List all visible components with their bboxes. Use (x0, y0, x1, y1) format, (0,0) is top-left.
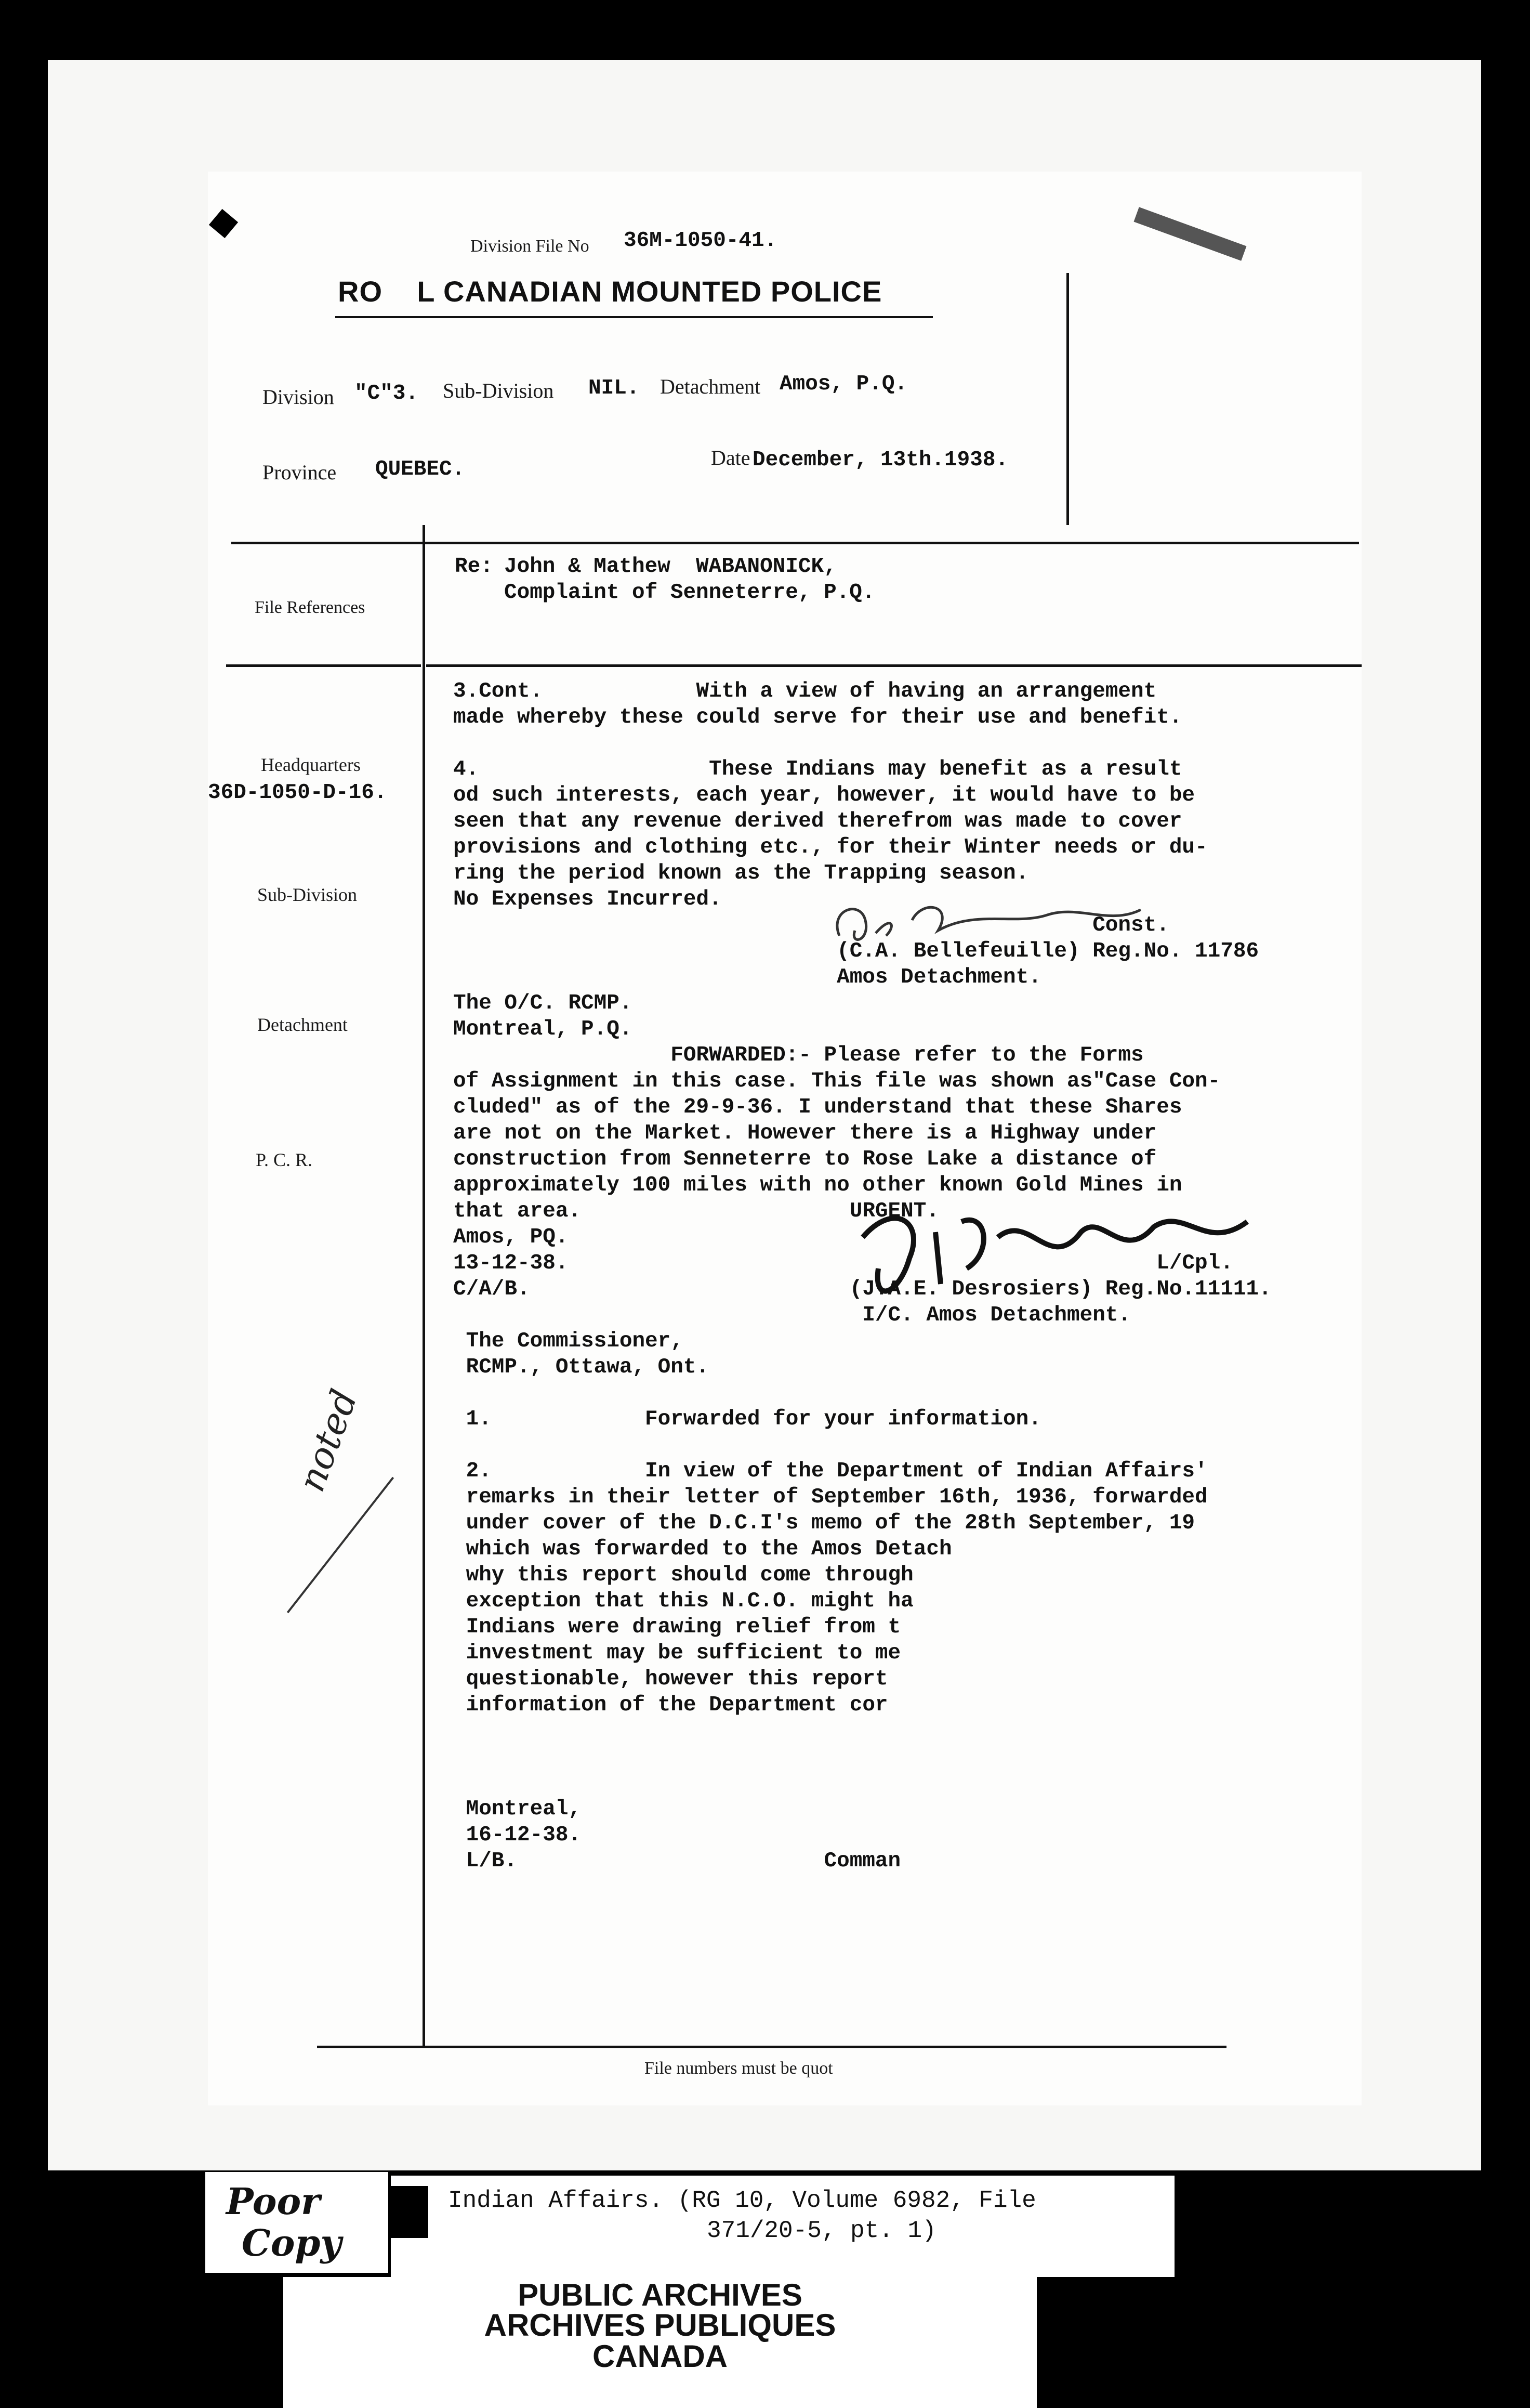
re-label: Re: (455, 555, 493, 579)
body-line: Indians were drawing relief from t (453, 1615, 901, 1639)
body-line: exception that this N.C.O. might ha (453, 1589, 914, 1613)
body-line: 16-12-38. (453, 1823, 582, 1847)
body-line: L/B. Comman (453, 1849, 901, 1873)
desrosiers-signature (832, 1190, 1278, 1310)
body-line: Amos Detachment. (453, 965, 1041, 989)
poor-copy-line-2: Copy (242, 2221, 342, 2265)
body-line: (C.A. Bellefeuille) Reg.No. 11786 (453, 939, 1259, 963)
body-line: which was forwarded to the Amos Detach (453, 1537, 952, 1561)
poor-copy-line-1: Poor (226, 2180, 321, 2223)
body-line (453, 1380, 1272, 1406)
body-line: seen that any revenue derived therefrom was made to cover (453, 809, 1182, 833)
division-label: Division (262, 385, 334, 409)
headquarters-file-number: 36D-1050-D-16. (208, 781, 387, 805)
tear-mark-right (1134, 207, 1247, 260)
body-line: 2. In view of the Department of Indian Affairs' (453, 1459, 1208, 1483)
body-line: ring the period known as the Trapping season. (453, 861, 1029, 885)
body-line: C/A/B. (J.A.E. Desrosiers) Reg.No.11111. (453, 1277, 1272, 1301)
body-line: under cover of the D.C.I's memo of the 28th September, 19 (453, 1511, 1195, 1535)
body-line (453, 1718, 1272, 1744)
footer-note: File numbers must be quot (644, 2059, 833, 2078)
header-right-rule (1066, 273, 1069, 525)
body-line: Montreal, (453, 1797, 582, 1821)
detachment-value: Amos, P.Q. (780, 372, 908, 396)
re-line-2: Complaint of Senneterre, P.Q. (504, 581, 875, 605)
date-value: December, 13th.1938. (753, 448, 1009, 472)
body-line: 1. Forwarded for your information. (453, 1407, 1041, 1431)
archives-french: ARCHIVES PUBLIQUES (484, 2308, 836, 2342)
body-line: remarks in their letter of September 16th, 1936, forwarded (453, 1485, 1208, 1509)
margin-column-rule (423, 525, 425, 2048)
body-line: 4. These Indians may benefit as a result (453, 757, 1182, 781)
margin-note-stroke (287, 1477, 394, 1614)
body-line: why this report should come through (453, 1563, 914, 1587)
detachment-side-label: Detachment (257, 1014, 348, 1035)
title-underline (335, 316, 933, 318)
province-label: Province (262, 461, 337, 484)
subdivision-label: Sub-Division (443, 379, 554, 402)
body-line: of Assignment in this case. This file was shown as"Case Con- (453, 1069, 1221, 1093)
header-bottom-rule (231, 542, 1359, 544)
body-line: RCMP., Ottawa, Ont. (453, 1355, 709, 1379)
body-line: construction from Senneterre to Rose Lake a distance of (453, 1147, 1157, 1171)
body-line (453, 730, 1272, 756)
body-line: od such interests, each year, however, it would have to be (453, 783, 1195, 807)
tear-mark-left (209, 209, 238, 238)
pcr-label: P. C. R. (256, 1149, 313, 1170)
body-line: I/C. Amos Detachment. (453, 1303, 1131, 1327)
archives-country: CANADA (592, 2339, 728, 2374)
body-line: FORWARDED:- Please refer to the Forms (453, 1043, 1144, 1067)
sub-division-label: Sub-Division (257, 884, 358, 905)
body-line (453, 1432, 1272, 1458)
body-line: Const. (453, 913, 1169, 937)
bellefeuille-signature (819, 889, 1224, 962)
province-value: QUEBEC. (375, 457, 465, 481)
body-line: The Commissioner, (453, 1329, 683, 1353)
citation-line-2: 371/20-5, pt. 1) (707, 2217, 937, 2244)
body-line: 13-12-38. L/Cpl. (453, 1251, 1233, 1275)
body-line: approximately 100 miles with no other known Gold Mines in (453, 1173, 1182, 1197)
body-line (453, 1770, 1272, 1796)
file-references-label: File References (255, 598, 365, 617)
footer-rule (317, 2046, 1226, 2048)
archives-stamp (283, 2277, 1037, 2408)
division-file-number: 36M-1050-41. (624, 229, 777, 253)
headquarters-label: Headquarters (261, 754, 361, 775)
citation-line-1: Indian Affairs. (RG 10, Volume 6982, File (448, 2187, 1036, 2214)
re-line-1: John & Mathew WABANONICK, (504, 555, 837, 579)
division-value: "C"3. (354, 382, 419, 405)
body-line: information of the Department cor (453, 1693, 888, 1717)
body-line: 3.Cont. With a view of having an arrangement (453, 679, 1157, 703)
detachment-label: Detachment (660, 375, 761, 398)
label-black-tab (391, 2186, 428, 2238)
date-label: Date (711, 446, 750, 469)
poor-copy-stamp (205, 2172, 388, 2273)
body-line: No Expenses Incurred. (453, 887, 722, 911)
body-line (453, 1744, 1272, 1770)
body-line: cluded" as of the 29-9-36. I understand that these Shares (453, 1095, 1182, 1119)
body-line: investment may be sufficient to me (453, 1641, 901, 1665)
rcmp-report-form (208, 172, 1362, 2105)
body-line: Montreal, P.Q. (453, 1017, 632, 1041)
citation-label (391, 2176, 1175, 2277)
body-line: provisions and clothing etc., for their Winter needs or du- (453, 835, 1208, 859)
margin-note: noted (289, 1384, 366, 1497)
subdivision-value: NIL. (588, 376, 640, 400)
re-section-rule (426, 664, 1362, 667)
body-line: The O/C. RCMP. (453, 991, 632, 1015)
body-line: are not on the Market. However there is a Highway under (453, 1121, 1157, 1145)
body-line: Amos, PQ. (453, 1225, 569, 1249)
body-line: questionable, however this report (453, 1667, 888, 1691)
file-references-rule (226, 664, 421, 667)
division-file-label: Division File No (470, 237, 589, 256)
body-line: made whereby these could serve for their use and benefit. (453, 705, 1182, 729)
body-line: that area. URGENT. (453, 1199, 939, 1223)
archives-english: PUBLIC ARCHIVES (518, 2278, 802, 2312)
page-title: RO L CANADIAN MOUNTED POLICE (338, 275, 882, 308)
